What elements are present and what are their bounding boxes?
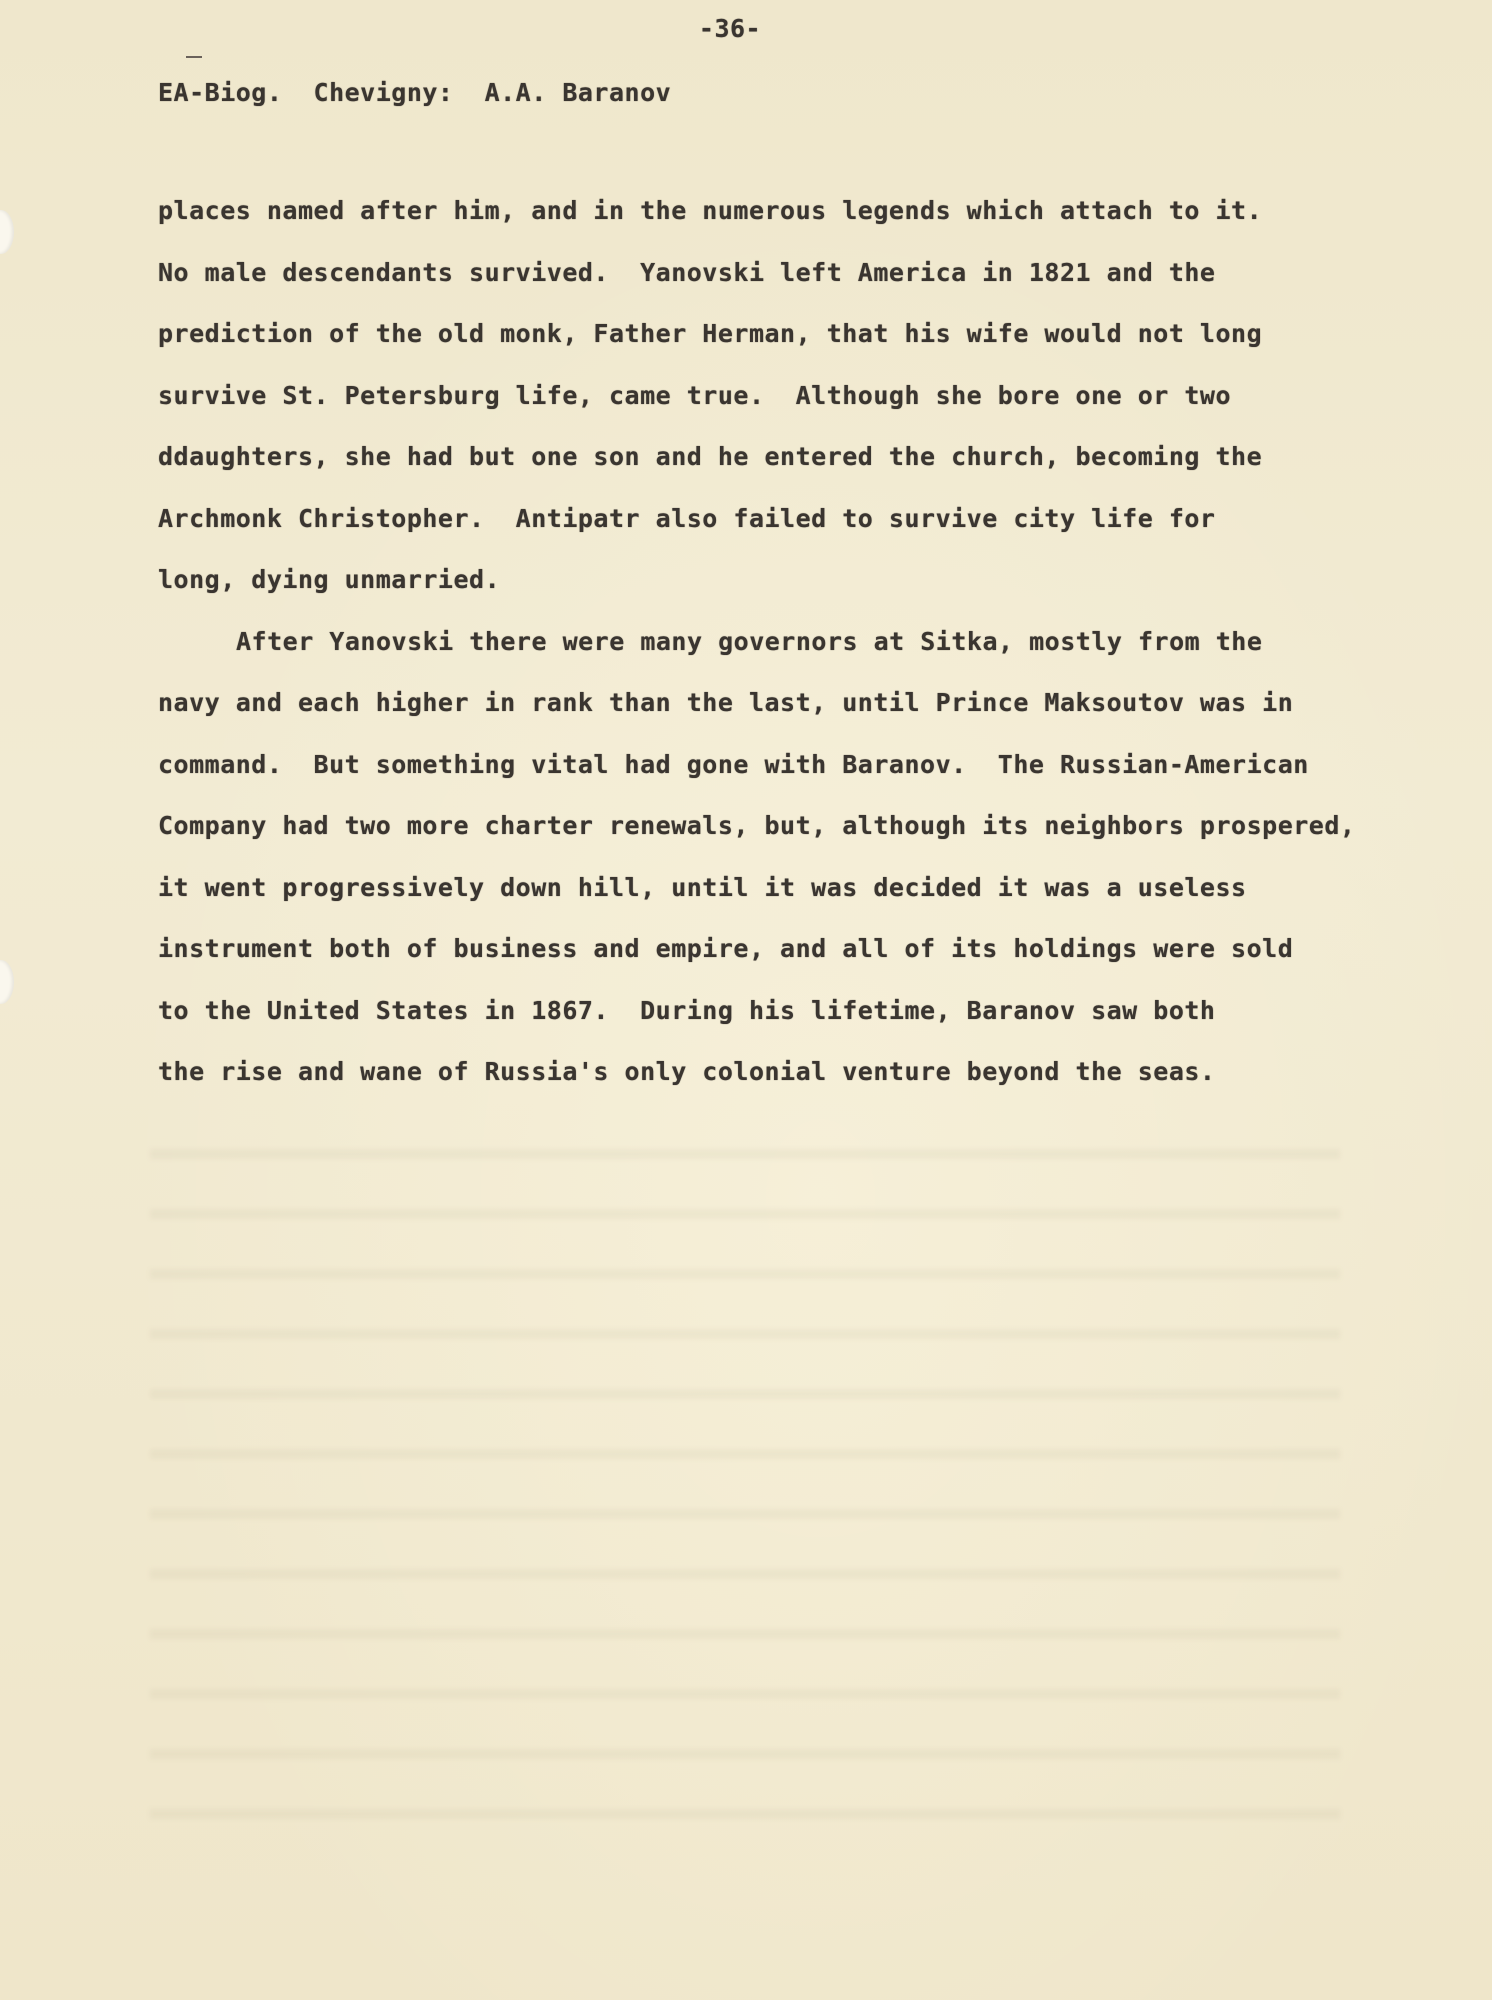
text-line: instrument both of business and empire, and all of its holdings were sold: [158, 934, 1294, 963]
bleed-through-shadow: [150, 1100, 1340, 1860]
page-number: -36-: [698, 14, 762, 43]
header-dash-mark: [186, 56, 202, 58]
text-line: navy and each higher in rank than the last, until Prince Maksoutov was in: [158, 688, 1294, 717]
text-line: the rise and wane of Russia's only colonial venture beyond the seas.: [158, 1057, 1216, 1086]
running-head: EA-Biog. Chevigny: A.A. Baranov: [158, 78, 672, 107]
punch-hole-top: [0, 210, 14, 254]
body-text: [158, 196, 1358, 1119]
text-line: After Yanovski there were many governors at Sitka, mostly from the: [236, 626, 1263, 656]
text-line: Archmonk Christopher. Antipatr also failed to survive city life for: [158, 503, 1216, 533]
text-line: places named after him, and in the numerous legends which attach to it.: [158, 196, 1263, 225]
text-line: prediction of the old monk, Father Herman, that his wife would not long: [158, 319, 1263, 348]
text-line: it went progressively down hill, until it was decided it was a useless: [158, 872, 1247, 902]
text-line: survive St. Petersburg life, came true. Although she bore one or two: [158, 380, 1232, 410]
text-line: command. But something vital had gone with Baranov. The Russian-American: [158, 749, 1309, 779]
text-line: to the United States in 1867. During his lifetime, Baranov saw both: [158, 995, 1216, 1025]
text-line: Company had two more charter renewals, but, although its neighbors prospered,: [158, 811, 1356, 840]
punch-hole-bottom: [0, 960, 14, 1004]
text-line: long, dying unmarried.: [158, 565, 501, 594]
text-line: No male descendants survived. Yanovski left America in 1821 and the: [158, 257, 1216, 287]
text-line: ddaughters, she had but one son and he entered the church, becoming the: [158, 442, 1263, 471]
